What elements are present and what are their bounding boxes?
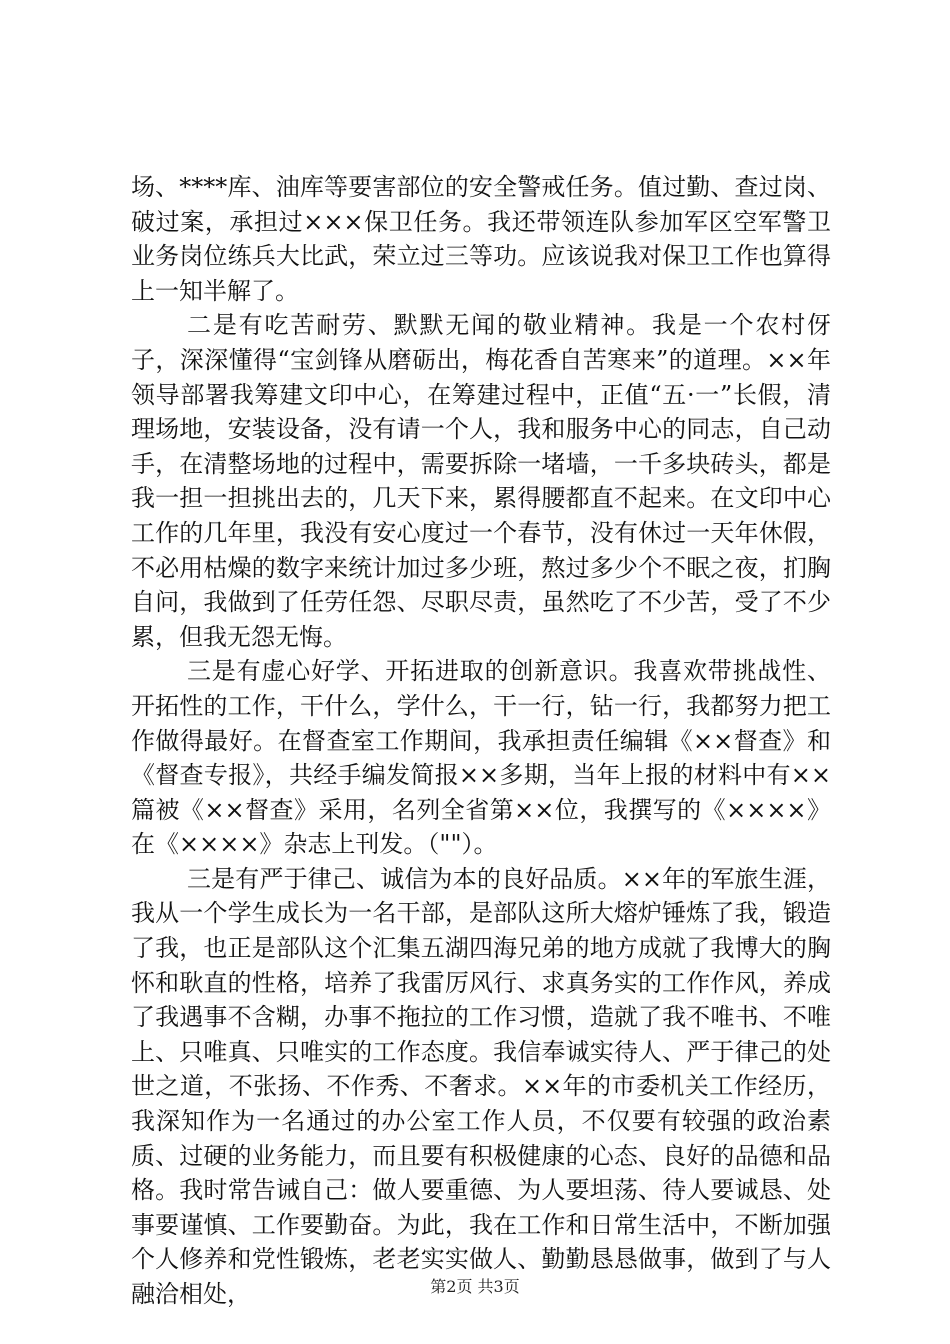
paragraph-4: 三是有严于律己、诚信为本的良好品质。××年的军旅生涯，我从一个学生成长为一名干部，是部队这所大熔炉锤炼了我，锻造了我，也正是部队这个汇集五湖四海兄弟的地方成就了我博大的胸怀和耿直的性格，培养了我雷厉风行、求真务实的工作作风，养成了我遇事不含糊，办事不拖拉的工作习惯，造就了我不唯书、不唯上、只唯真、只唯实的工作态度。我信奉诚实待人、严于律己的处世之道，不张扬、不作秀、不奢求。××年的市委机关工作经历，我深知作为一名通过的办公室工作人员，不仅要有较强的政治素质、过硬的业务能力，而且要有积极健康的心态、良好的品德和品格。我时常告诫自己：做人要重德、为人要坦荡、待人要诚恳、处事要谨慎、工作要勤奋。为此，我在工作和日常生活中，不断加强个人修养和党性锻炼，老老实实做人、勤勤恳恳做事，做到了与人融洽相处， bbox=[131, 864, 831, 1308]
paragraph-1: 场、****库、油库等要害部位的安全警戒任务。值过勤、查过岗、破过案，承担过×××保卫任务。我还带领连队参加军区空军警卫业务岗位练兵大比武，荣立过三等功。应该说我对保卫工作也算得上一知半解了。 bbox=[131, 173, 831, 305]
paragraph-3: 三是有虚心好学、开拓进取的创新意识。我喜欢带挑战性、开拓性的工作，干什么，学什么，干一行，钻一行，我都努力把工作做得最好。在督查室工作期间，我承担责任编辑《××督查》和《督查专报》，共经手编发简报××多期，当年上报的材料中有××篇被《××督查》采用，名列全省第××位，我撰写的《××××》在《××××》杂志上刊发。（""）。 bbox=[131, 657, 831, 859]
paragraph-2: 二是有吃苦耐劳、默默无闻的敬业精神。我是一个农村伢子，深深懂得“宝剑锋从磨砺出，梅花香自苦寒来”的道理。××年领导部署我筹建文印中心，在筹建过程中，正值“五·一”长假，清理场地，安装设备，没有请一个人，我和服务中心的同志，自己动手，在清整场地的过程中，需要拆除一堵墙，一千多块砖头，都是我一担一担挑出去的，几天下来，累得腰都直不起来。在文印中心工作的几年里，我没有安心度过一个春节，没有休过一天年休假，不必用枯燥的数字来统计加过多少班，熬过多少个不眠之夜，扪胸自问，我做到了任劳任怨、尽职尽责，虽然吃了不少苦，受了不少累，但我无怨无悔。 bbox=[131, 311, 831, 651]
page-footer: 第2页 共3页 bbox=[430, 1277, 520, 1296]
document-body bbox=[131, 170, 831, 1312]
